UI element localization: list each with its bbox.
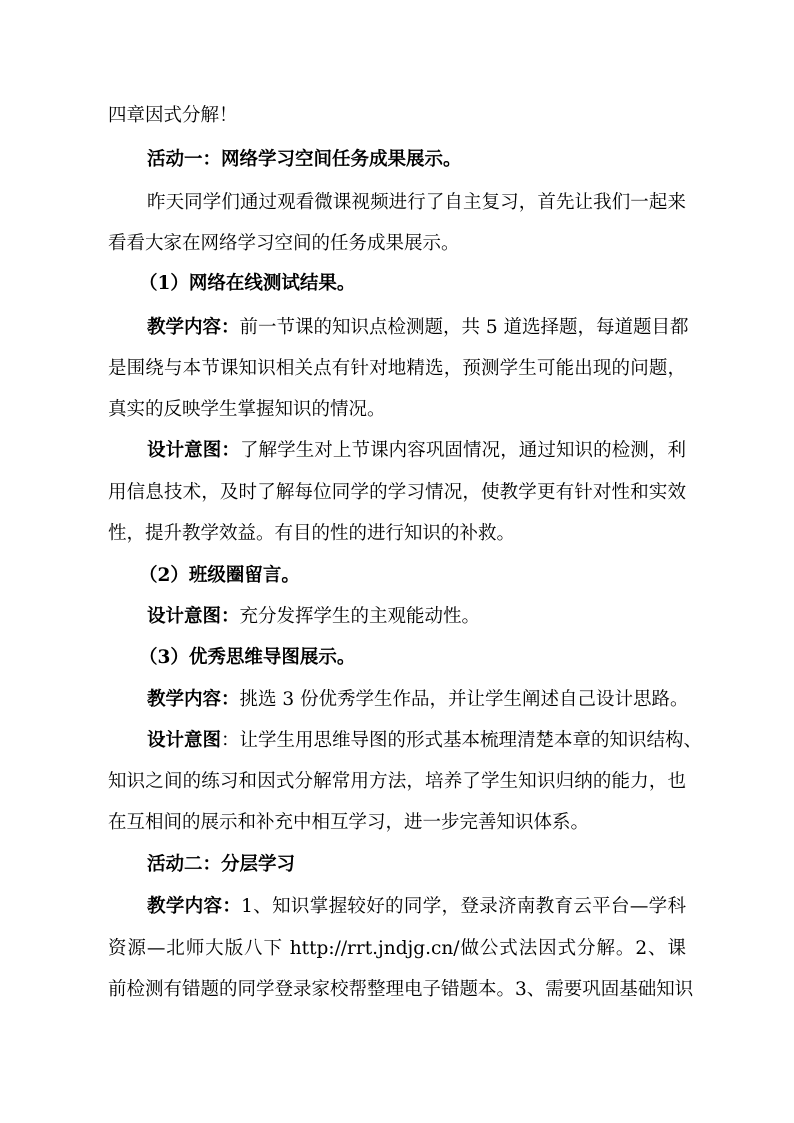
label-design-intent: 设计意图 — [147, 730, 222, 751]
text-line: 在互相间的展示和补充中相互学习，进一步完善知识体系。 — [108, 812, 590, 833]
section-heading-2: （2）班级圈留言。 — [139, 565, 300, 586]
section-heading-1: （1）网络在线测试结果。 — [139, 273, 356, 294]
label-design-intent: 设计意图： — [147, 606, 240, 627]
text-line: 用信息技术，及时了解每位同学的学习情况，使教学更有针对性和实效 — [108, 482, 686, 503]
label-design-intent: 设计意图： — [147, 440, 240, 461]
text-span: 充分发挥学生的主观能动性。 — [239, 606, 481, 627]
text-span: 1、知识掌握较好的同学，登录济南教育云平台—学科 — [241, 896, 686, 917]
text-line: 前检测有错题的同学登录家校帮整理电子错题本。3、需要巩固基础知识 — [108, 979, 694, 1000]
text-span: ：让学生用思维导图的形式基本梳理清楚本章的知识结构、 — [221, 730, 703, 751]
text-line: 昨天同学们通过观看微课视频进行了自主复习，首先让我们一起来 — [147, 192, 686, 213]
text-line: 真实的反映学生掌握知识的情况。 — [108, 399, 386, 420]
activity-two-heading: 活动二：分层学习 — [147, 854, 296, 875]
paragraph-line — [147, 439, 686, 463]
text-span: 了解学生对上节课内容巩固情况，通过知识的检测，利 — [239, 440, 686, 461]
paragraph-line — [147, 316, 689, 340]
label-teaching-content: 教学内容： — [147, 689, 240, 710]
text-line: 资源—北师大版八下 http://rrt.jndjg.cn/做公式法因式分解。2、课 — [108, 938, 686, 959]
text-span: 前一节课的知识点检测题，共 5 道选择题，每道题目都 — [239, 317, 689, 338]
activity-one-heading: 活动一：网络学习空间任务成果展示。 — [147, 149, 462, 170]
paragraph-line — [147, 688, 689, 712]
section-heading-3: （3）优秀思维导图展示。 — [139, 647, 356, 668]
paragraph-line — [147, 729, 703, 753]
text-line: 看看大家在网络学习空间的任务成果展示。 — [108, 233, 460, 254]
label-teaching-content: 教学内容： — [147, 317, 240, 338]
text-span: 挑选 3 份优秀学生作品，并让学生阐述自己设计思路。 — [239, 689, 689, 710]
text-line: 四章因式分解！ — [108, 105, 238, 126]
text-line: 是围绕与本节课知识相关点有针对地精选，预测学生可能出现的问题， — [108, 358, 686, 379]
paragraph-line — [147, 895, 686, 919]
label-teaching-content: 教学内容： — [147, 896, 242, 917]
text-line: 性，提升教学效益。有目的性的进行知识的补救。 — [108, 523, 516, 544]
paragraph-line — [147, 605, 480, 629]
text-line: 知识之间的练习和因式分解常用方法，培养了学生知识归纳的能力，也 — [108, 771, 686, 792]
